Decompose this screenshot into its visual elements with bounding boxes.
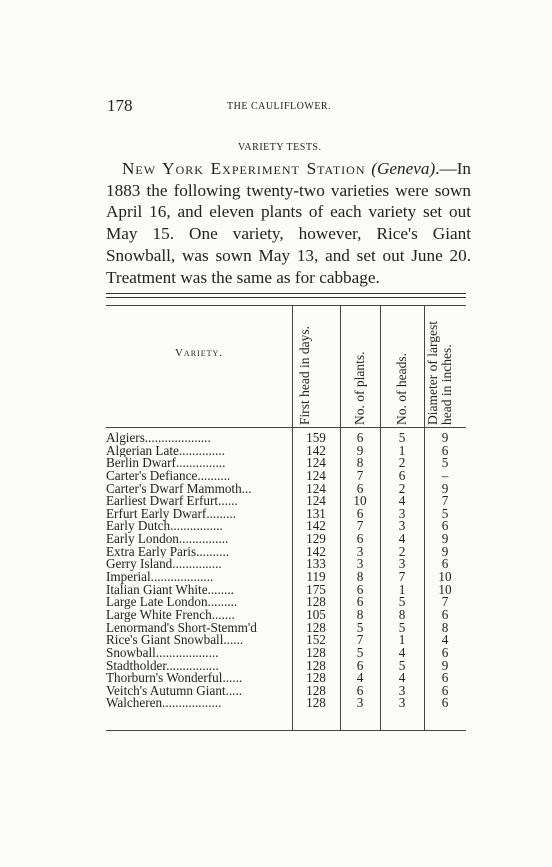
table-row — [106, 533, 466, 546]
section-title: VARIETY TESTS. — [238, 142, 322, 153]
heads-count: 5 — [398, 657, 406, 673]
plants-count: 8 — [356, 606, 364, 622]
table-row — [106, 634, 466, 647]
plants-count: 6 — [356, 581, 364, 597]
variety-name: Early London............... — [106, 533, 229, 546]
heads-count: 5 — [398, 430, 406, 445]
first-head-days: 128 — [306, 657, 326, 673]
diameter-value: 9 — [441, 657, 449, 673]
table-row — [106, 571, 466, 584]
diameter-value: 6 — [441, 644, 449, 660]
first-head-days: 159 — [306, 430, 326, 445]
heads-count: 4 — [398, 531, 406, 547]
table-row — [106, 657, 466, 673]
plants-count: 3 — [356, 695, 364, 711]
variety-name: Thorburn's Wonderful...... — [106, 672, 243, 685]
heads-count: 5 — [398, 619, 406, 635]
intro-paragraph — [106, 158, 471, 288]
diameter-value: 6 — [441, 556, 449, 572]
diameter-value: 8 — [441, 619, 449, 635]
diameter-value: 7 — [441, 493, 449, 509]
header-variety: Variety. — [174, 347, 224, 359]
variety-name: Carter's Dwarf Mammoth... — [106, 482, 252, 496]
table-row — [106, 558, 466, 571]
diameter-value: 9 — [441, 543, 449, 559]
diameter-value: 10 — [438, 581, 452, 597]
variety-name: Stadtholder................ — [106, 659, 219, 673]
intro-text: .—In 1883 the following twenty-two varieties were sown April 16, and eleven plants of each variety set out May 15. One variety, however, Rice's Giant Snowball, was sown May 13, and set out June 20. Treatment was the same as for cabbage. — [106, 159, 472, 287]
table-row — [106, 543, 466, 559]
variety-name: Gerry Island............... — [106, 558, 222, 572]
header-heads: No. of heads. — [394, 353, 409, 425]
page-header — [107, 96, 469, 120]
table-row — [106, 596, 466, 609]
heads-count: 1 — [398, 442, 406, 458]
page-number: 178 — [107, 96, 133, 115]
first-head-days: 175 — [306, 581, 326, 597]
variety-name: Berlin Dwarf............... — [106, 457, 226, 470]
table-row — [106, 467, 466, 483]
variety-name: Imperial................... — [106, 571, 214, 584]
heads-count: 7 — [398, 569, 406, 585]
table-body — [106, 432, 466, 710]
plants-count: 5 — [356, 644, 364, 660]
first-head-days: 128 — [306, 695, 326, 711]
diameter-value: 6 — [441, 695, 449, 711]
heads-count: 3 — [398, 518, 406, 534]
table-row — [106, 619, 466, 635]
heads-count: 5 — [398, 594, 406, 610]
plants-count: 6 — [356, 480, 364, 496]
plants-count: 7 — [356, 467, 364, 483]
diameter-value: 6 — [441, 670, 449, 686]
variety-name: Erfurt Early Dwarf......... — [106, 507, 236, 521]
plants-count: 4 — [356, 670, 364, 686]
plants-count: 6 — [356, 594, 364, 610]
plants-count: 9 — [356, 442, 364, 458]
first-head-days: 128 — [306, 644, 326, 660]
plants-count: 8 — [356, 455, 364, 471]
table-bottom-rule — [106, 730, 466, 731]
table-row — [106, 606, 466, 622]
diameter-value: 6 — [441, 518, 449, 534]
first-head-days: 142 — [306, 518, 326, 534]
diameter-value: 7 — [441, 594, 449, 610]
diameter-value: 6 — [441, 442, 449, 458]
diameter-value: 9 — [441, 531, 449, 547]
plants-count: 6 — [356, 682, 364, 698]
variety-table — [106, 293, 466, 738]
diameter-value: 10 — [438, 569, 452, 585]
heads-count: 2 — [398, 455, 406, 471]
diameter-value: 5 — [441, 505, 449, 521]
first-head-days: 128 — [306, 682, 326, 698]
diameter-value: 4 — [441, 632, 449, 648]
first-head-days: 142 — [306, 442, 326, 458]
diameter-value: 9 — [441, 480, 449, 496]
variety-name: Italian Giant White........ — [106, 583, 234, 597]
station-name: New York Experiment Station — [122, 159, 366, 178]
header-diameter: Diameter of largest head in inches. — [425, 321, 454, 425]
first-head-days: 105 — [306, 606, 326, 622]
variety-name: Lenormand's Short-Stemm'd — [106, 621, 257, 635]
table-row — [106, 495, 466, 508]
first-head-days: 128 — [306, 670, 326, 686]
heads-count: 4 — [398, 644, 406, 660]
first-head-days: 124 — [306, 467, 326, 483]
heads-count: 3 — [398, 556, 406, 572]
first-head-days: 119 — [306, 569, 326, 585]
heads-count: 3 — [398, 505, 406, 521]
running-head: THE CAULIFLOWER. — [227, 101, 332, 112]
plants-count: 3 — [356, 556, 364, 572]
variety-name: Early Dutch................ — [106, 520, 223, 534]
plants-count: 5 — [356, 619, 364, 635]
heads-count: 1 — [398, 632, 406, 648]
table-row — [106, 520, 466, 533]
variety-name: Walcheren.................. — [106, 697, 222, 711]
header-top-rule — [106, 305, 466, 306]
first-head-days: 128 — [306, 594, 326, 610]
variety-name: Rice's Giant Snowball...... — [106, 634, 244, 647]
heads-count: 4 — [398, 670, 406, 686]
first-head-days: 128 — [306, 619, 326, 635]
table-row — [106, 480, 466, 496]
plants-count: 3 — [356, 543, 364, 559]
variety-name: Carter's Defiance.......... — [106, 469, 231, 483]
heads-count: 2 — [398, 480, 406, 496]
plants-count: 6 — [356, 657, 364, 673]
plants-count: 10 — [353, 493, 367, 509]
variety-name: Algiers.................... — [106, 432, 211, 445]
heads-count: 3 — [398, 695, 406, 711]
variety-name: Snowball................... — [106, 646, 219, 660]
diameter-value: 9 — [441, 430, 449, 445]
variety-name: Large Late London......... — [106, 596, 238, 609]
table-row — [106, 432, 466, 445]
table-top-rule — [106, 293, 466, 294]
first-head-days: 124 — [306, 493, 326, 509]
diameter-value: – — [441, 467, 449, 483]
first-head-days: 124 — [306, 480, 326, 496]
variety-name: Extra Early Paris.......... — [106, 545, 230, 559]
plants-count: 6 — [356, 531, 364, 547]
heads-count: 8 — [398, 606, 406, 622]
header-bottom-rule — [106, 427, 466, 428]
header-first-head: First head in days. — [297, 326, 312, 425]
plants-count: 6 — [356, 505, 364, 521]
table-row — [106, 644, 466, 660]
table-row — [106, 581, 466, 597]
table-row — [106, 442, 466, 458]
table-row — [106, 672, 466, 685]
table-row — [106, 505, 466, 521]
variety-name: Algerian Late.............. — [106, 444, 226, 458]
heads-count: 1 — [398, 581, 406, 597]
heads-count: 3 — [398, 682, 406, 698]
plants-count: 7 — [356, 518, 364, 534]
variety-name: Earliest Dwarf Erfurt...... — [106, 495, 238, 508]
first-head-days: 129 — [306, 531, 326, 547]
plants-count: 7 — [356, 632, 364, 648]
heads-count: 4 — [398, 493, 406, 509]
station-location: (Geneva) — [371, 159, 436, 178]
first-head-days: 133 — [306, 556, 326, 572]
diameter-value: 6 — [441, 682, 449, 698]
first-head-days: 131 — [306, 505, 326, 521]
header-plants: No. of plants. — [352, 351, 367, 425]
table-row — [106, 457, 466, 470]
variety-name: Large White French....... — [106, 608, 235, 622]
heads-count: 6 — [398, 467, 406, 483]
plants-count: 6 — [356, 430, 364, 445]
table-row — [106, 697, 466, 710]
table-row — [106, 682, 466, 698]
heads-count: 2 — [398, 543, 406, 559]
variety-name: Veitch's Autumn Giant..... — [106, 684, 243, 698]
first-head-days: 152 — [306, 632, 326, 648]
table-top-rule-2 — [106, 297, 466, 298]
first-head-days: 124 — [306, 455, 326, 471]
diameter-value: 6 — [441, 606, 449, 622]
first-head-days: 142 — [306, 543, 326, 559]
diameter-value: 5 — [441, 455, 449, 471]
plants-count: 8 — [356, 569, 364, 585]
